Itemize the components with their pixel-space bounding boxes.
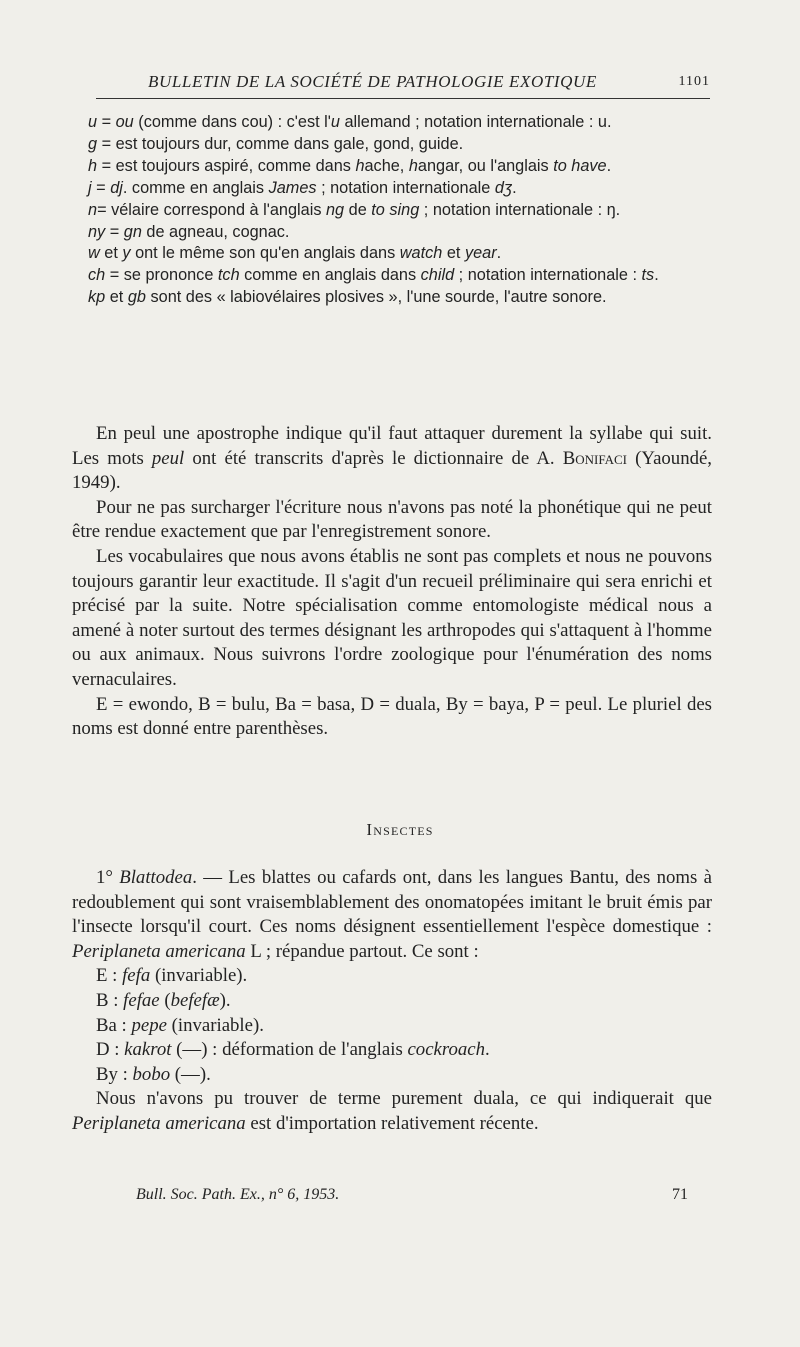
header-rule	[96, 98, 710, 99]
journal-title: BULLETIN DE LA SOCIÉTÉ DE PATHOLOGIE EXOTIQUE	[148, 72, 597, 91]
note-ny: ny = gn de agneau, cognac.	[88, 222, 290, 241]
entry-bulu: B : fefae (befefæ).	[96, 989, 231, 1011]
paragraph-vocabulaires: Les vocabulaires que nous avons établis ne sont pas complets et nous ne pouvons toujours garantir leur exactitude. Il s'agit d'un recueil préliminaire qui sera enrichi et précisé par la suite. Notre spécialisation comme entomologiste médical nous a amené à noter surtout des termes désignant les arthropodes qui s'attaquent à l'homme ou aux animaux. Nous suivrons l'ordre zoologique pour l'énumération des noms vernaculaires.	[72, 545, 712, 690]
entry-basa: Ba : pepe (invariable).	[96, 1014, 264, 1036]
paragraph-phonetique: Pour ne pas surcharger l'écriture nous n'avons pas noté la phonétique qui ne peut être rendue exactement que par l'enregistrement sonore.	[72, 496, 712, 543]
note-ch: ch = se prononce tch comme en anglais dans child ; notation internationale : ts.	[88, 266, 659, 285]
entry-ewondo: E : fefa (invariable).	[96, 965, 248, 987]
phonetic-notes	[88, 112, 710, 309]
note-u: u = ou (comme dans cou) : c'est l'u allemand ; notation internationale : u.	[88, 113, 612, 131]
section-text	[72, 866, 712, 1137]
note-h: h = est toujours aspiré, comme dans hache, hangar, ou l'anglais to have.	[88, 156, 612, 175]
paragraph-closing: Nous n'avons pu trouver de terme purement duala, ce qui indiquerait que Periplaneta americana est d'importation relativement récente.	[72, 1088, 712, 1134]
entry-baya: By : bobo (—).	[96, 1063, 211, 1085]
section-heading: Insectes	[366, 820, 434, 839]
note-kp: kp et gb sont des « labiovélaires plosives », l'une sourde, l'autre sonore.	[88, 288, 607, 307]
page-number: 1101	[678, 74, 710, 89]
paragraph-peul: En peul une apostrophe indique qu'il faut attaquer durement la syllabe qui suit. Les mots peul ont été transcrits d'après le dictionnaire de A. Bonifaci (Yaoundé, 1949).	[72, 423, 713, 494]
note-n: n= vélaire correspond à l'anglais ng de to sing ; notation internationale : ŋ.	[88, 200, 621, 219]
paragraph-abbreviations: E = ewondo, B = bulu, Ba = basa, D = duala, By = baya, P = peul. Le pluriel des noms est donné entre parenthèses.	[72, 693, 712, 740]
note-w: w et y ont le même son qu'en anglais dans watch et year.	[88, 244, 502, 263]
running-head	[96, 70, 710, 96]
note-j: j = dj. comme en anglais James ; notation internationale dʒ.	[88, 178, 517, 197]
paragraph-blattodea: 1° Blattodea. — Les blattes ou cafards ont, dans les langues Bantu, des noms à redoublement qui sont vraisemblablement des onomatopées imitant le bruit émis par l'insecte lorsqu'il court. Ces noms désignent essentiellement l'espèce domestique : Periplaneta americana L ; répandue partout. Ce sont :	[72, 867, 713, 962]
entry-duala: D : kakrot (—) : déformation de l'anglais cockroach.	[96, 1039, 490, 1061]
signature-mark: 71	[672, 1186, 688, 1203]
citation: Bull. Soc. Path. Ex., n° 6, 1953.	[136, 1186, 340, 1203]
footer	[136, 1186, 688, 1210]
note-g: g = est toujours dur, comme dans gale, gond, guide.	[88, 134, 464, 153]
main-text	[72, 422, 712, 742]
